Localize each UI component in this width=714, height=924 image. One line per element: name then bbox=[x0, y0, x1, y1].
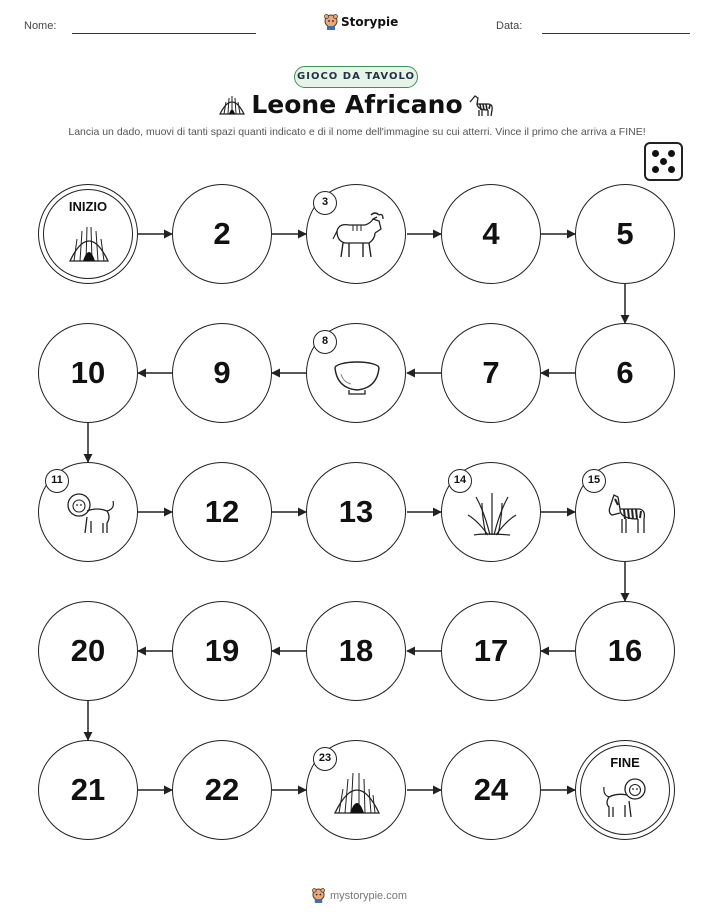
square-3[interactable] bbox=[306, 184, 406, 284]
finish-label: FINE bbox=[610, 755, 640, 770]
square-number: 24 bbox=[473, 772, 509, 807]
square-2[interactable] bbox=[172, 184, 272, 284]
square-24[interactable] bbox=[441, 740, 541, 840]
square-number: 21 bbox=[70, 772, 106, 807]
square-number: 19 bbox=[204, 633, 240, 668]
square-number: 9 bbox=[213, 355, 231, 390]
start-label: INIZIO bbox=[68, 199, 108, 214]
grass-hut-icon bbox=[64, 219, 114, 265]
square-number: 17 bbox=[473, 633, 509, 668]
page-title: Leone Africano bbox=[251, 90, 463, 119]
square-21[interactable] bbox=[38, 740, 138, 840]
instructions: Lancia un dado, muovi di tanti spazi quanti indicato e di il nome dell'immagine su cui atterri. Vince il primo che arriva a FINE! bbox=[68, 126, 646, 138]
grass-hut-icon bbox=[329, 765, 385, 817]
category-badge: GIOCO DA TAVOLO bbox=[294, 66, 418, 88]
name-label: Nome: bbox=[24, 20, 57, 32]
square-13[interactable] bbox=[306, 462, 406, 562]
square-15[interactable] bbox=[575, 462, 675, 562]
square-4[interactable] bbox=[441, 184, 541, 284]
square-number: 7 bbox=[482, 355, 500, 390]
square-16[interactable] bbox=[575, 601, 675, 701]
square-number-tag: 23 bbox=[313, 747, 337, 771]
square-number: 18 bbox=[338, 633, 374, 668]
square-number-tag: 15 bbox=[582, 469, 606, 493]
date-label: Data: bbox=[496, 20, 523, 32]
square-6[interactable] bbox=[575, 323, 675, 423]
square-5[interactable] bbox=[575, 184, 675, 284]
footer bbox=[312, 888, 407, 903]
grass-tuft-icon bbox=[464, 487, 520, 539]
square-number: 4 bbox=[482, 216, 500, 251]
square-number-tag: 14 bbox=[448, 469, 472, 493]
bowl-icon bbox=[329, 348, 385, 400]
square-number-tag: 8 bbox=[313, 330, 337, 354]
square-number: 10 bbox=[70, 355, 106, 390]
lion-icon bbox=[601, 775, 651, 821]
square-start[interactable] bbox=[38, 184, 138, 284]
square-number: 6 bbox=[616, 355, 634, 390]
square-number: 12 bbox=[204, 494, 240, 529]
square-number: 16 bbox=[607, 633, 643, 668]
square-7[interactable] bbox=[441, 323, 541, 423]
storypie-mascot-icon bbox=[312, 888, 325, 903]
square-19[interactable] bbox=[172, 601, 272, 701]
square-18[interactable] bbox=[306, 601, 406, 701]
square-number: 5 bbox=[616, 216, 634, 251]
lion-icon bbox=[61, 487, 117, 539]
square-8[interactable] bbox=[306, 323, 406, 423]
zebra-icon bbox=[598, 487, 654, 539]
square-number-tag: 3 bbox=[313, 191, 337, 215]
square-number-tag: 11 bbox=[45, 469, 69, 493]
square-10[interactable] bbox=[38, 323, 138, 423]
square-22[interactable] bbox=[172, 740, 272, 840]
square-finish[interactable] bbox=[575, 740, 675, 840]
square-20[interactable] bbox=[38, 601, 138, 701]
brand-name: Storypie bbox=[341, 15, 399, 29]
wildebeest-icon bbox=[329, 209, 385, 261]
square-9[interactable] bbox=[172, 323, 272, 423]
square-number: 2 bbox=[213, 216, 231, 251]
square-17[interactable] bbox=[441, 601, 541, 701]
square-number: 20 bbox=[70, 633, 106, 668]
square-23[interactable] bbox=[306, 740, 406, 840]
footer-url[interactable]: mystorypie.com bbox=[330, 889, 408, 902]
square-number: 22 bbox=[204, 772, 240, 807]
square-11[interactable] bbox=[38, 462, 138, 562]
square-number: 13 bbox=[338, 494, 374, 529]
square-14[interactable] bbox=[441, 462, 541, 562]
square-12[interactable] bbox=[172, 462, 272, 562]
